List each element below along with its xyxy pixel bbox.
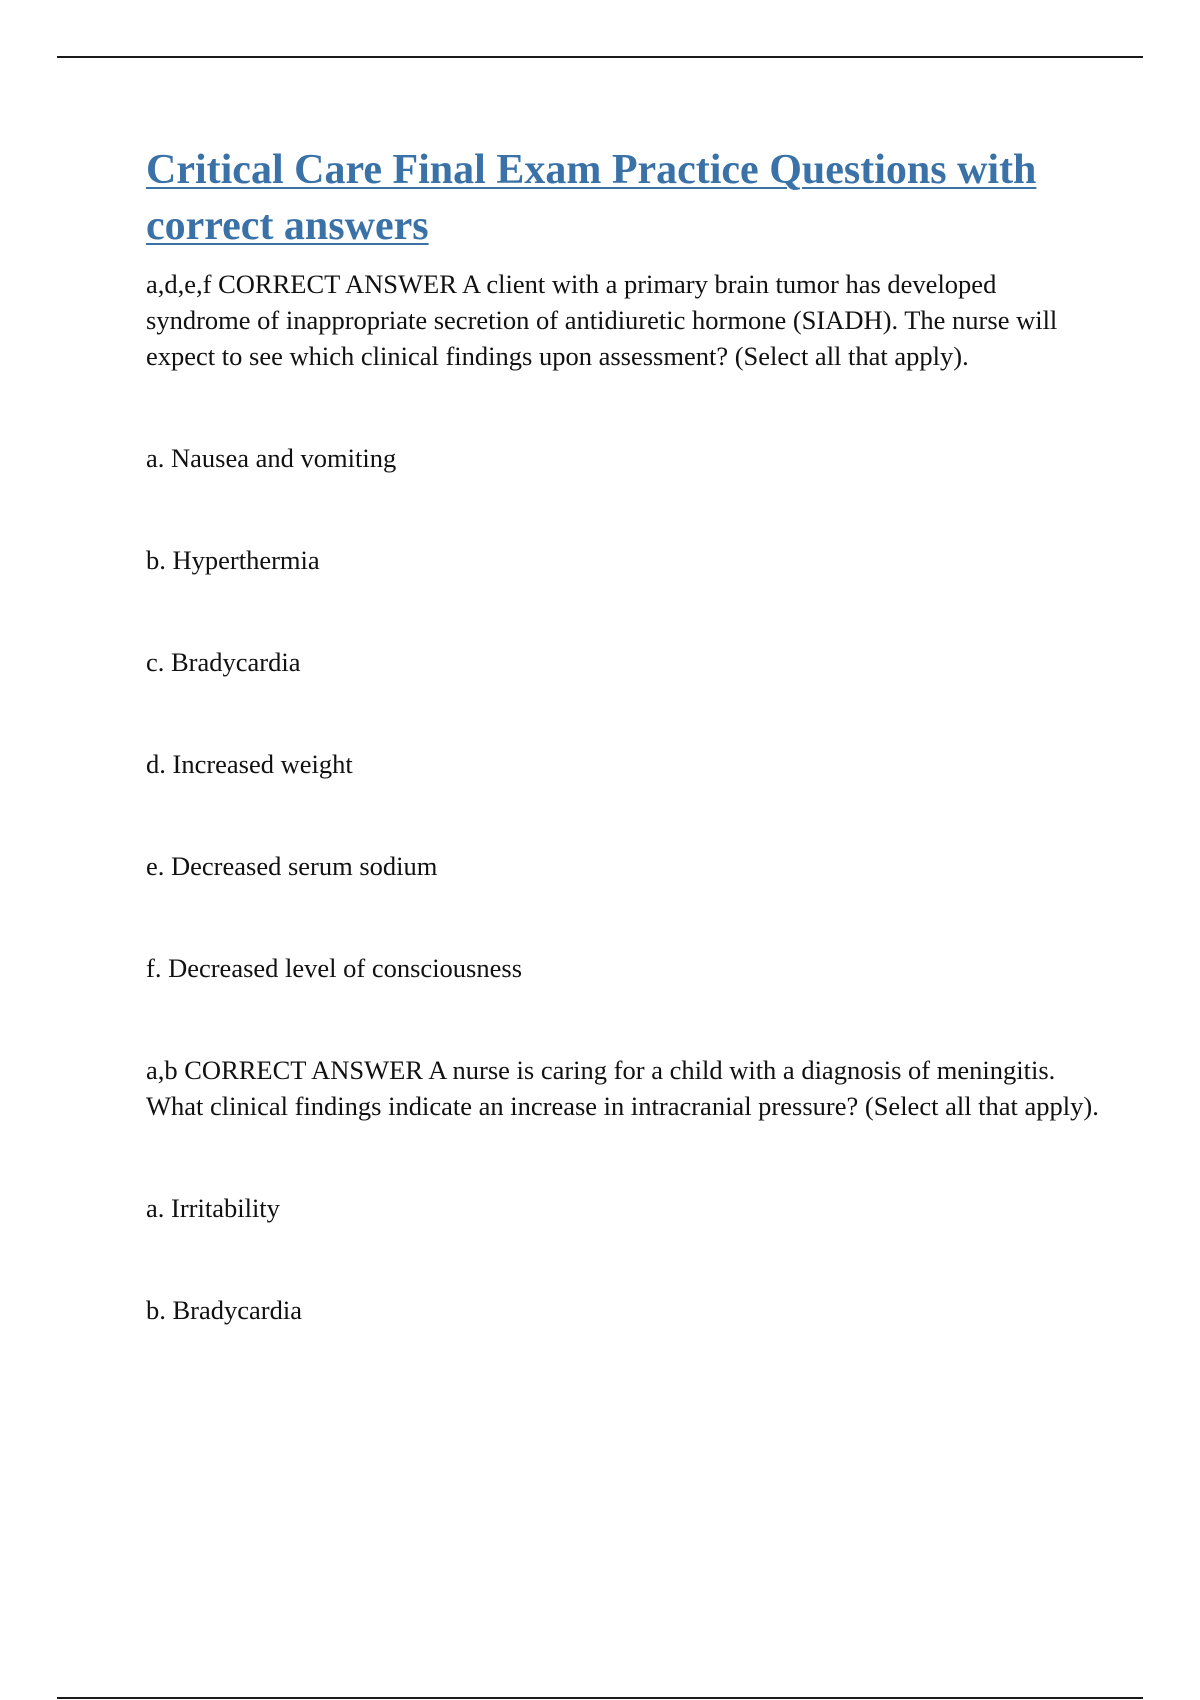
question-1-option-a: a. Nausea and vomiting: [146, 443, 397, 473]
question-2-option-b: b. Bradycardia: [146, 1295, 302, 1325]
question-1-option-d: d. Increased weight: [146, 749, 353, 779]
question-1-option-e: e. Decreased serum sodium: [146, 851, 438, 881]
question-1-option-b: b. Hyperthermia: [146, 545, 320, 575]
question-1-options: [146, 440, 1106, 986]
question-1-option-f: f. Decreased level of consciousness: [146, 953, 523, 983]
bottom-rule: [57, 1697, 1143, 1699]
question-2-text: a,b CORRECT ANSWER A nurse is caring for a child with a diagnosis of meningitis. What clinical findings indicate an increase in intracranial pressure? (Select all that apply).: [146, 1055, 1099, 1121]
question-2-options: [146, 1190, 1106, 1328]
document-page: [146, 142, 1106, 1328]
question-1-option-c: c. Bradycardia: [146, 647, 301, 677]
question-2-option-a: a. Irritability: [146, 1193, 280, 1223]
document-title: Critical Care Final Exam Practice Questions with correct answers: [146, 147, 1037, 249]
top-rule: [57, 56, 1143, 58]
question-1-text: a,d,e,f CORRECT ANSWER A client with a primary brain tumor has developed syndrome of inappropriate secretion of antidiuretic hormone (SIADH). The nurse will expect to see which clinical findings upon assessment? (Select all that apply).: [146, 269, 1058, 371]
